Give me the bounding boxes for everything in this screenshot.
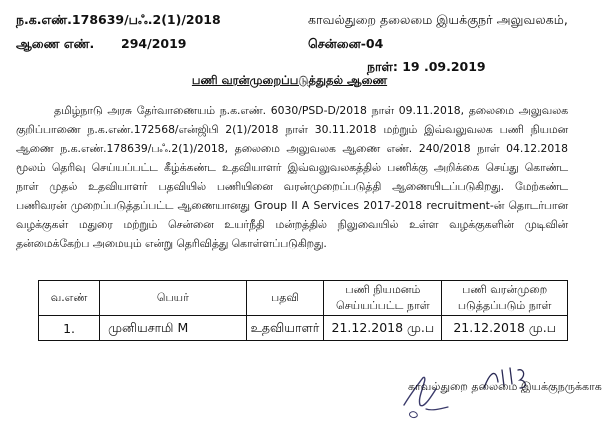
col-serial: வ.எண் — [39, 281, 100, 316]
row-appointed-date: 21.12.2018 மு.ப — [324, 316, 442, 341]
row-regularized-date: 21.12.2018 மு.ப — [442, 316, 568, 341]
order-body: தமிழ்நாடு அரசு தேர்வாணையம் ந.க.எண். 6030/PSD-D/2018 நாள் 09.11.2018, தலைமை அலுவலக குறிப்பாணை ந.க.எண்.172568/என்ஜிபி 2(1)/2018 நாள் 30.11.2018 மற்றும் இவ்வலுவலக பணி நியமன ஆணை ந.க.எண்.178639/பஃ.2(1)/2018, தலைமை அலுவலக ஆணை எண். 240/2018 நாள் 04.12.2018 மூலம் தெரிவு செய்யப்பட்ட கீழ்க்கண்ட உதவியாளர் இவ்வலுவலகத்தில் பணிக்கு அறிக்கை செய்து கொண்ட நாள் முதல் உதவியாளர் பதவியில் பணியினை வரன்முறைப்படுத்தி ஆணையிடப்படுகிறது. மேற்கண்ட பணிவரன் முறைப்படுத்தப்பட்ட ஆணையானது Group II A Services 2017-2018 recruitment-ன் தொடர்பான வழக்குகள் மதுரை மற்றும் சென்னை உயர்நீதி மன்றத்தில் நிலுவையில் உள்ள வழக்குகளின் முடிவின் தன்மைக்கேற்ப அமையும் என்று தெரிவித்து கொள்ளப்படுகிறது. — [16, 104, 568, 250]
order-number: 294/2019 — [121, 36, 187, 51]
date-label: நாள்: — [367, 59, 398, 74]
order-date: 19 .09.2019 — [402, 59, 486, 74]
regularization-table — [38, 280, 568, 341]
col-post: பதவி — [246, 281, 324, 316]
row-serial: 1. — [39, 316, 100, 341]
order-title: பணி வரன்முறைப்படுத்துதல் ஆணை — [191, 73, 388, 87]
col-regularized-line-1: பணி வரன்முறை — [462, 283, 548, 296]
office-city: சென்னை-04 — [308, 36, 384, 51]
row-post: உதவியாளர் — [246, 316, 324, 341]
order-number-line — [16, 36, 186, 53]
table-row — [39, 316, 568, 341]
col-regularized-date — [442, 281, 568, 316]
col-regularized-line-2: படுத்தப்படும் நாள் — [457, 299, 552, 312]
signing-designation: காவல்துறை தலைமை இயக்குநருக்காக — [408, 380, 602, 393]
col-appointed-line-2: செய்யப்பட்ட நாள் — [336, 299, 430, 312]
col-name: பெயர் — [100, 281, 246, 316]
order-number-label: ஆணை எண். — [16, 36, 95, 51]
office-name: காவல்துறை தலைமை இயக்குநர் அலுவலகம், — [308, 12, 568, 27]
col-appointed-line-1: பணி நியமனம் — [345, 283, 421, 296]
reference-number: ந.க.எண்.178639/பஃ.2(1)/2018 — [16, 12, 221, 27]
col-appointed-date — [324, 281, 442, 316]
row-name: முனியசாமி M — [100, 316, 246, 341]
table-header-row — [39, 281, 568, 316]
